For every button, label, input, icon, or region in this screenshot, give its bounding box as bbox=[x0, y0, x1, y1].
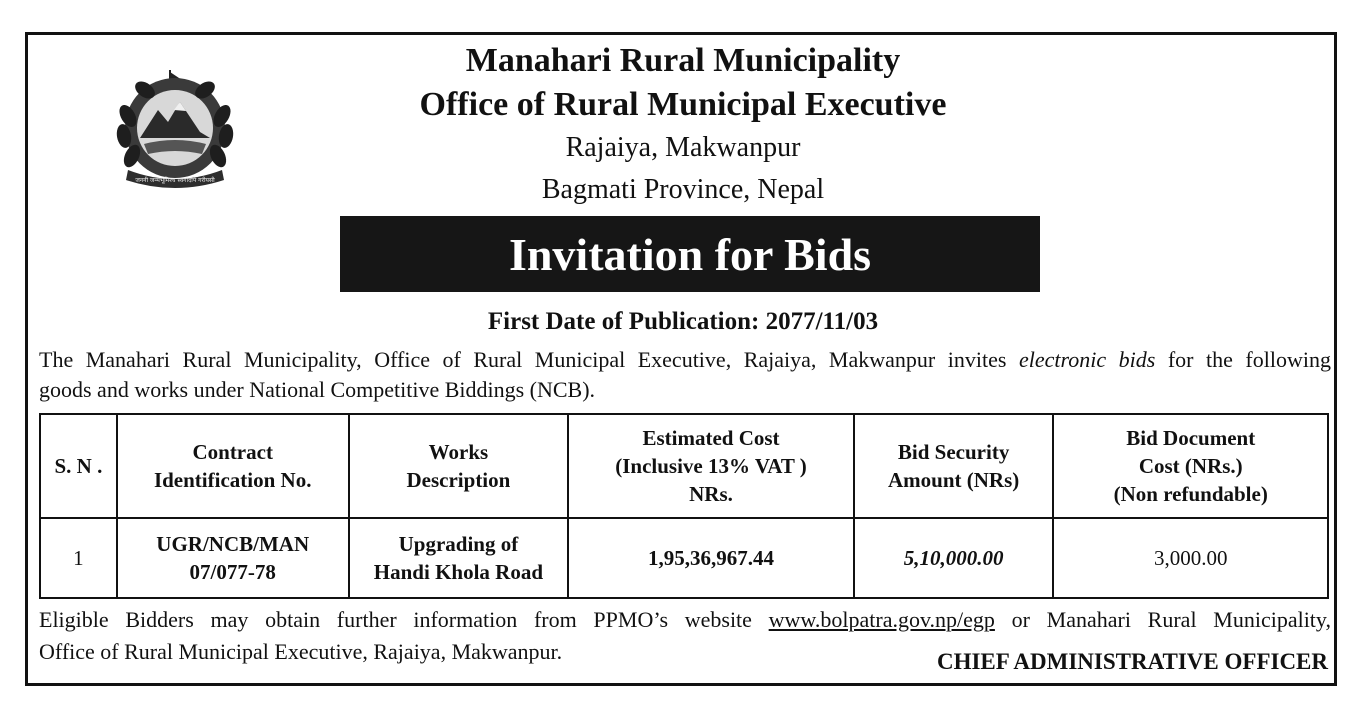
notice-title-banner: Invitation for Bids bbox=[340, 216, 1040, 292]
cell-sn: 1 bbox=[40, 518, 117, 598]
footer-text-1: Eligible Bidders may obtain further information from PPMO’s website bbox=[39, 607, 752, 632]
emblem-motto: जननी जन्मभूमिश्च स्वर्गादपि गरीयसी bbox=[135, 177, 215, 184]
header-contract-id: Contract Identification No. bbox=[117, 414, 349, 518]
cell-works-description: Upgrading of Handi Khola Road bbox=[349, 518, 569, 598]
footer-line-1 bbox=[39, 605, 1331, 635]
table-header-row bbox=[40, 414, 1328, 518]
municipality-name: Manahari Rural Municipality bbox=[465, 42, 901, 79]
intro-text-1: The Manahari Rural Municipality, Office of Rural Municipal Executive, Rajaiya, Makwanpur invites bbox=[39, 347, 1007, 372]
intro-paragraph bbox=[39, 345, 1331, 405]
footer-text-2: or Manahari Rural Municipality, bbox=[994, 607, 1331, 632]
signatory: CHIEF ADMINISTRATIVE OFFICER bbox=[936, 649, 1328, 674]
cell-document-cost: 3,000.00 bbox=[1053, 518, 1328, 598]
cell-bid-security: 5,10,000.00 bbox=[854, 518, 1054, 598]
office-name: Office of Rural Municipal Executive bbox=[419, 86, 947, 123]
publication-date bbox=[0, 308, 1366, 336]
bolpatra-link[interactable]: www.bolpatra.gov.np/egp bbox=[768, 607, 995, 632]
province-country: Bagmati Province, Nepal bbox=[541, 174, 825, 205]
bids-table bbox=[39, 413, 1329, 599]
table-row bbox=[40, 518, 1328, 598]
header-estimated-cost: Estimated Cost (Inclusive 13% VAT ) NRs. bbox=[568, 414, 854, 518]
header-bid-security: Bid Security Amount (NRs) bbox=[854, 414, 1054, 518]
publication-date-value: 2077/11/03 bbox=[765, 308, 879, 335]
office-location: Rajaiya, Makwanpur bbox=[565, 132, 801, 163]
intro-text-3: goods and works under National Competitive Biddings (NCB). bbox=[39, 377, 596, 402]
publication-label: First Date of Publication: bbox=[487, 308, 760, 335]
intro-text-2: for the following bbox=[1167, 347, 1331, 372]
intro-emphasis: electronic bids bbox=[1018, 347, 1156, 372]
header-bid-document-cost: Bid Document Cost (NRs.) (Non refundable) bbox=[1053, 414, 1328, 518]
cell-estimated-cost: 1,95,36,967.44 bbox=[568, 518, 854, 598]
cell-contract-id: UGR/NCB/MAN 07/077-78 bbox=[117, 518, 349, 598]
footer-line-2: Office of Rural Municipal Executive, Rajaiya, Makwanpur. bbox=[39, 639, 563, 664]
header-works-description: Works Description bbox=[349, 414, 569, 518]
header-sn: S. N . bbox=[40, 414, 117, 518]
